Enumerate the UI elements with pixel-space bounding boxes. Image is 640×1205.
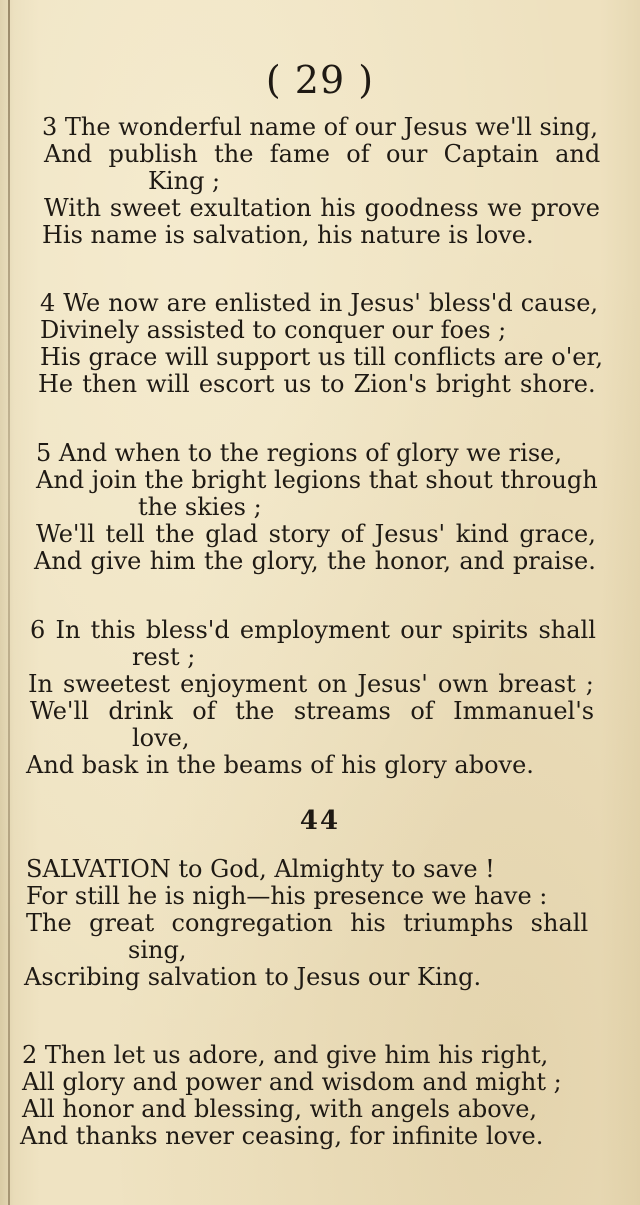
- hymn-number: 44: [299, 806, 341, 836]
- verse-line: Ascribing salvation to Jesus our King.: [24, 963, 482, 991]
- page-gutter: [8, 0, 10, 1205]
- verse-line: 4 We now are enlisted in Jesus' bless'd cause,: [40, 289, 599, 317]
- verse-line: Divinely assisted to conquer our foes ;: [40, 316, 507, 344]
- verse-line: In sweetest enjoyment on Jesus' own breast ;: [28, 670, 594, 698]
- verse-line: With sweet exultation his goodness we prove: [44, 194, 600, 222]
- verse-line: sing,: [128, 936, 187, 964]
- verse-line: He then will escort us to Zion's bright shore.: [38, 370, 596, 398]
- verse-line: And give him the glory, the honor, and praise.: [34, 547, 596, 575]
- verse-line: 5 And when to the regions of glory we rise,: [36, 439, 562, 467]
- verse-line: All glory and power and wisdom and might ;: [22, 1068, 562, 1096]
- verse-line: 3 The wonderful name of our Jesus we'll sing,: [42, 113, 598, 141]
- verse-line: And publish the fame of our Captain and: [44, 140, 601, 168]
- verse-line: And bask in the beams of his glory above.: [26, 751, 534, 779]
- verse-line: We'll drink of the streams of Immanuel's: [30, 697, 595, 725]
- verse-line: All honor and blessing, with angels above,: [22, 1095, 538, 1123]
- verse-line: rest ;: [132, 643, 196, 671]
- verse-line: His grace will support us till conflicts are o'er,: [40, 343, 603, 371]
- verse-line: 6 In this bless'd employment our spirits shall: [30, 616, 596, 644]
- verse-line: And join the bright legions that shout through: [36, 466, 598, 494]
- verse-line: the skies ;: [138, 493, 262, 521]
- page-number: ( 29 ): [265, 58, 375, 102]
- verse-line: SALVATION to God, Almighty to save !: [26, 855, 495, 883]
- verse-line: And thanks never ceasing, for infinite love.: [20, 1122, 544, 1150]
- verse-line: King ;: [148, 167, 221, 195]
- verse-line: 2 Then let us adore, and give him his right,: [22, 1041, 549, 1069]
- verse-line: love,: [132, 724, 190, 752]
- verse-line: We'll tell the glad story of Jesus' kind grace,: [36, 520, 596, 548]
- verse-line: The great congregation his triumphs shall: [26, 909, 589, 937]
- verse-line: For still he is nigh—his presence we have :: [26, 882, 548, 910]
- verse-line: His name is salvation, his nature is love.: [42, 221, 534, 249]
